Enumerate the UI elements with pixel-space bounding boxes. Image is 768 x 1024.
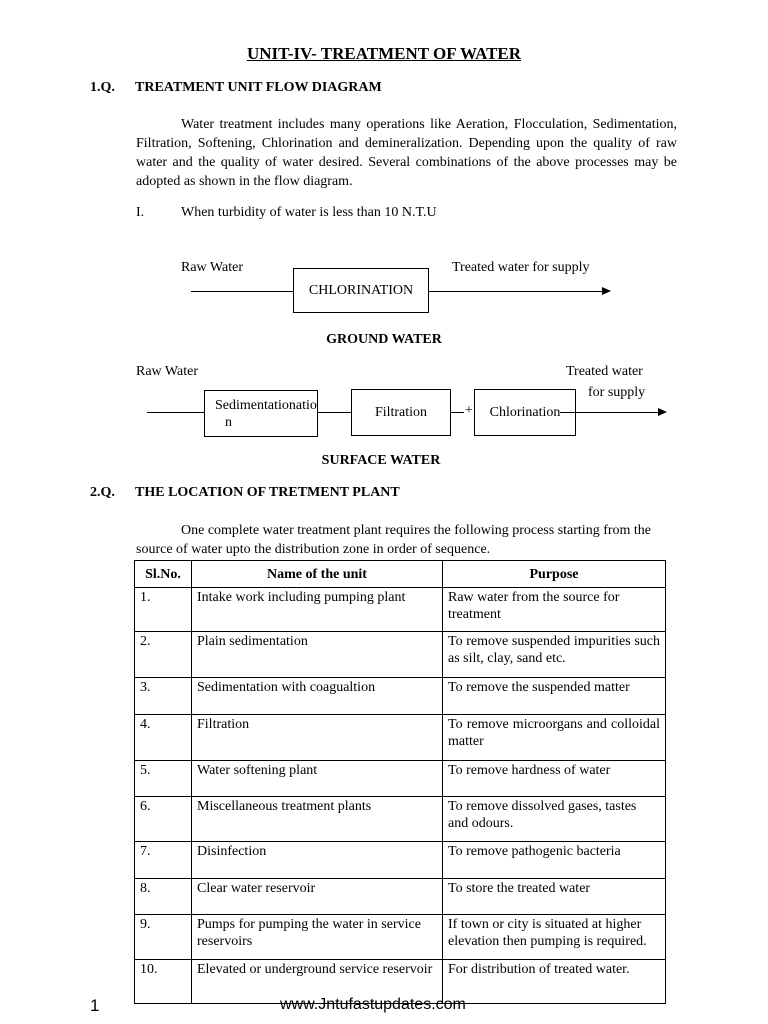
table-row [135, 678, 666, 715]
cell-purpose: Raw water from the source for treatment [443, 588, 666, 632]
cell-unit: Elevated or underground service reservoir [192, 960, 443, 1004]
footer-url-link[interactable]: www.Jntufastupdates.com [280, 996, 466, 1013]
chlorination-box: CHLORINATION [293, 268, 429, 313]
table-row [135, 632, 666, 678]
q1-paragraph: Water treatment includes many operations like Aeration, Flocculation, Sedimentation, Filtration, Softening, Chlorination and demineralization. Depending upon the quality of raw water and the quality of water desired. Several combinations of the above processes may be adopted as shown in the flow diagram. [136, 117, 677, 189]
cell-purpose: To remove dissolved gases, tastes and odours. [443, 797, 666, 842]
cell-unit: Disinfection [192, 842, 443, 879]
cell-unit: Miscellaneous treatment plants [192, 797, 443, 842]
cell-no: 9. [135, 915, 192, 960]
cell-no: 5. [135, 761, 192, 797]
cell-unit: Water softening plant [192, 761, 443, 797]
cell-no: 4. [135, 715, 192, 761]
table-row [135, 715, 666, 761]
table-row [135, 588, 666, 632]
treated-water-label-line2: for supply [588, 385, 646, 400]
raw-water-label: Raw Water [136, 364, 198, 379]
cell-purpose: To remove hardness of water [443, 761, 666, 797]
cell-unit: Clear water reservoir [192, 879, 443, 915]
cell-unit: Pumps for pumping the water in service reservoirs [192, 915, 443, 960]
cell-no: 1. [135, 588, 192, 632]
outlet-line [560, 412, 659, 413]
sedimentation-label-line2: n [225, 414, 232, 430]
page-title: UNIT-IV- TREATMENT OF WATER [246, 44, 522, 63]
inlet-line [191, 291, 293, 292]
q2-heading: THE LOCATION OF TRETMENT PLANT [135, 485, 400, 500]
cell-purpose: For distribution of treated water. [443, 960, 666, 1004]
cell-unit: Plain sedimentation [192, 632, 443, 678]
q1-item-number: I. [136, 205, 145, 220]
sedimentation-label-line1: Sedimentationatio [215, 397, 317, 413]
cell-no: 7. [135, 842, 192, 879]
q1-heading: TREATMENT UNIT FLOW DIAGRAM [135, 80, 382, 95]
header-sl-no: Sl.No. [135, 561, 192, 588]
cell-unit: Filtration [192, 715, 443, 761]
raw-water-label: Raw Water [181, 260, 243, 275]
ground-water-caption: GROUND WATER [326, 332, 442, 347]
cell-no: 2. [135, 632, 192, 678]
table-row [135, 915, 666, 960]
surface-water-caption: SURFACE WATER [321, 453, 441, 468]
cell-no: 3. [135, 678, 192, 715]
q2-number: 2.Q. [90, 485, 115, 500]
cell-purpose: To remove suspended impurities such as silt, clay, sand etc. [443, 632, 666, 678]
cell-unit: Intake work including pumping plant [192, 588, 443, 632]
arrow-right-icon [658, 408, 667, 416]
cell-purpose: To remove microorgans and colloidal matter [443, 715, 666, 761]
connector-line [318, 412, 351, 413]
table-row [135, 842, 666, 879]
arrow-right-icon [602, 287, 611, 295]
cell-purpose: To remove pathogenic bacteria [443, 842, 666, 879]
filtration-box: Filtration [351, 389, 451, 436]
sedimentation-box [204, 390, 318, 437]
treatment-units-table [134, 560, 666, 1004]
plus-sign: + [465, 403, 473, 418]
q1-number: 1.Q. [90, 80, 115, 95]
cell-purpose: To store the treated water [443, 879, 666, 915]
outlet-line [429, 291, 603, 292]
header-unit-name: Name of the unit [192, 561, 443, 588]
cell-purpose: To remove the suspended matter [443, 678, 666, 715]
treated-water-label-line1: Treated water [566, 364, 643, 379]
q2-paragraph: One complete water treatment plant requires the following process starting from the source of water upto the distribution zone in order of sequence. [136, 523, 652, 557]
cell-no: 6. [135, 797, 192, 842]
inlet-line [147, 412, 204, 413]
cell-purpose: If town or city is situated at higher elevation then pumping is required. [443, 915, 666, 960]
cell-no: 8. [135, 879, 192, 915]
header-purpose: Purpose [443, 561, 666, 588]
cell-unit: Sedimentation with coagualtion [192, 678, 443, 715]
page-number: 1 [90, 996, 100, 1015]
table-row [135, 761, 666, 797]
treated-water-label: Treated water for supply [452, 260, 590, 275]
table-header-row [135, 561, 666, 588]
q1-item-text: When turbidity of water is less than 10 N.T.U [181, 205, 437, 220]
table-row [135, 879, 666, 915]
chlorination-box: Chlorination [474, 389, 576, 436]
table-row [135, 797, 666, 842]
cell-no: 10. [135, 960, 192, 1004]
